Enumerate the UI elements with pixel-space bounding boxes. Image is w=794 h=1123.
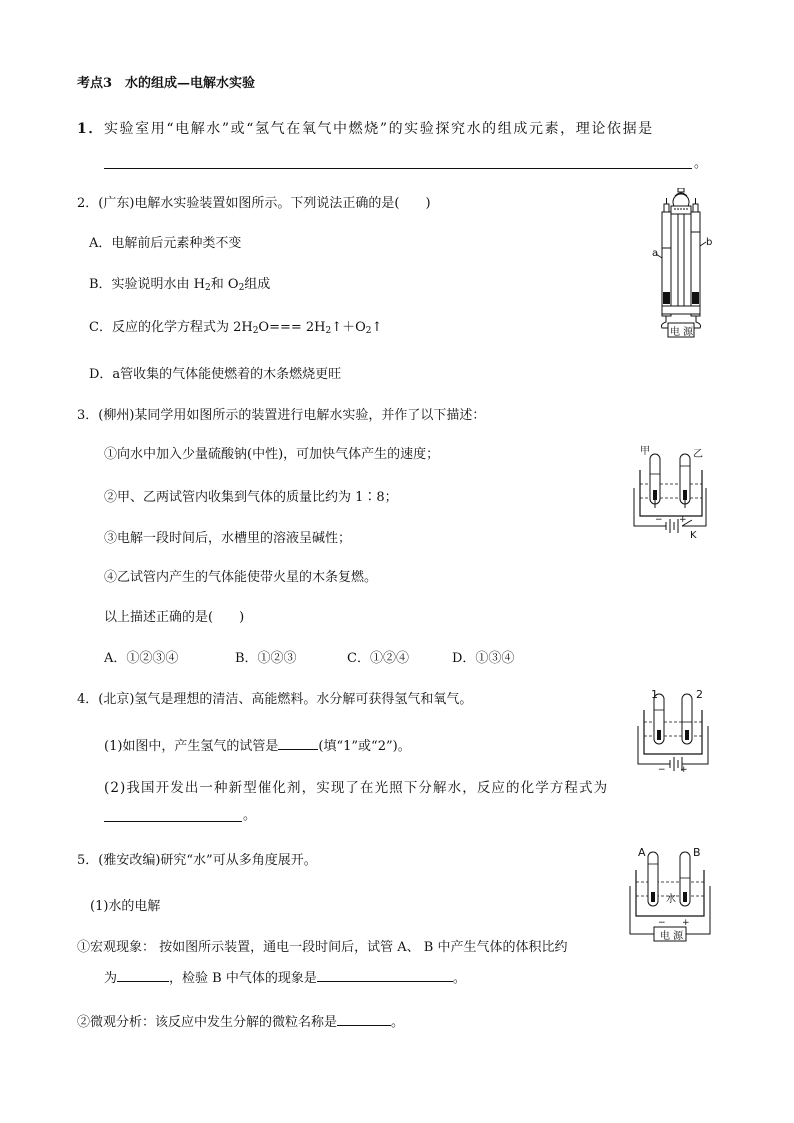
question-3-item-4: ④乙试管内产生的气体能使带火星的木条复燃。: [104, 570, 378, 585]
figure-plus-sign: +: [679, 515, 687, 525]
option-b-pre: B．实验说明水由 H: [89, 277, 206, 292]
figure-plus-sign: +: [680, 765, 688, 775]
option-c-mid: O=== 2H: [258, 320, 326, 335]
question-5-macro-line-1: ①宏观现象： 按如图所示装置，通电一段时间后，试管 A、 B 中产生气体的体积比约: [77, 940, 568, 955]
question-3-ask: 以上描述正确的是( ): [104, 610, 245, 625]
figure-label-1: 1: [651, 688, 658, 701]
power-supply-label: 电 源: [660, 931, 684, 942]
question-4-answer-line[interactable]: [104, 821, 242, 822]
question-1-number: 1．: [77, 121, 104, 137]
hydrogen-production-figure: [630, 688, 716, 774]
question-3-option-c: C．①②④: [347, 651, 409, 666]
question-5-stem: 5．(雅安改编)研究“水”可从多角度展开。: [77, 853, 317, 868]
question-1-answer-line: [104, 168, 692, 169]
question-4-part-2: (2)我国开发出一种新型催化剂，实现了在光照下分解水，反应的化学方程式为: [104, 780, 609, 796]
question-4-part-1: [104, 736, 411, 755]
volume-ratio-blank[interactable]: [117, 968, 169, 982]
question-5-macro-line-2: [104, 968, 466, 987]
question-3-option-a: A．①②③④: [104, 651, 179, 666]
option-c-pre: C．反应的化学方程式为 2H: [89, 320, 253, 335]
question-5-sub-1: (1)水的电解: [90, 899, 161, 914]
question-3-item-2: ②甲、乙两试管内收集到气体的质量比约为 1∶8；: [104, 490, 398, 505]
question-3-option-b: B．①②③: [235, 651, 297, 666]
part-1-blank[interactable]: [278, 736, 318, 750]
subscript-2: 2: [252, 326, 259, 336]
question-3-item-1: ①向水中加入少量硫酸钠(中性)，可加快气体产生的速度；: [104, 447, 440, 462]
subscript-2: 2: [238, 283, 245, 293]
particle-name-blank[interactable]: [337, 1012, 391, 1026]
macro-mid: ，检验 B 中气体的现象是: [169, 971, 317, 986]
question-4-stem: 4．(北京)氢气是理想的清洁、高能燃料。水分解可获得氢气和氧气。: [77, 692, 473, 707]
test-phenomenon-blank[interactable]: [317, 968, 453, 982]
subscript-2: 2: [205, 283, 211, 293]
micro-pre: ②微观分析：该反应中发生分解的微粒名称是: [77, 1015, 338, 1030]
question-2-option-a: A．电解前后元素种类不变: [89, 236, 242, 251]
figure-label-a: a: [652, 248, 659, 259]
question-3-stem: 3．(柳州)某同学用如图所示的装置进行电解水实验，并作了以下描述：: [77, 408, 486, 423]
electrolysis-apparatus-figure: [648, 188, 714, 340]
option-c-post: ↑＋O: [331, 320, 366, 335]
figure-label-a: A: [638, 846, 646, 859]
macro-pre: 为: [104, 971, 118, 986]
question-2-stem: 2．(广东)电解水实验装置如图所示。下列说法正确的是( ): [77, 196, 431, 211]
figure-label-b: b: [706, 237, 713, 248]
part-1-post: (填“1”或“2”)。: [318, 739, 411, 754]
question-5-micro: [77, 1012, 404, 1031]
figure-label-b: B: [693, 846, 701, 859]
subscript-2: 2: [325, 326, 332, 336]
question-1: [77, 121, 654, 137]
option-c-end: ↑: [371, 320, 383, 335]
figure-minus-sign: −: [655, 515, 663, 525]
question-1-text: 实验室用“电解水”或“氢气在氧气中燃烧”的实验探究水的组成元素，理论依据是: [103, 121, 654, 137]
question-1-end: 。: [694, 156, 708, 171]
option-b-mid: 和 O: [210, 277, 239, 292]
power-supply-label: 电 源: [670, 327, 694, 338]
option-b-post: 组成: [244, 277, 271, 292]
section-heading: 考点3 水的组成—电解水实验: [77, 76, 256, 91]
part-1-pre: (1)如图中，产生氢气的试管是: [104, 739, 279, 754]
micro-end: 。: [391, 1015, 405, 1030]
figure-label-water: 水: [666, 894, 676, 905]
question-2-option-b: [89, 277, 270, 293]
question-3-item-3: ③电解一段时间后，水槽里的溶液呈碱性；: [104, 531, 352, 546]
macro-end: 。: [452, 971, 466, 986]
figure-minus-sign: −: [658, 918, 666, 928]
figure-minus-sign: −: [658, 765, 666, 775]
figure-plus-sign: +: [682, 918, 690, 928]
question-3-option-d: D．①③④: [452, 651, 515, 666]
figure-label-yi: 乙: [693, 449, 703, 460]
subscript-2: 2: [365, 326, 372, 336]
question-2-option-c: [89, 320, 382, 336]
question-4-end: 。: [243, 808, 257, 823]
figure-label-jia: 甲: [640, 446, 650, 457]
figure-label-2: 2: [696, 688, 703, 701]
question-2-option-d: D．a管收集的气体能使燃着的木条燃烧更旺: [89, 367, 342, 382]
figure-label-k: K: [690, 530, 697, 541]
